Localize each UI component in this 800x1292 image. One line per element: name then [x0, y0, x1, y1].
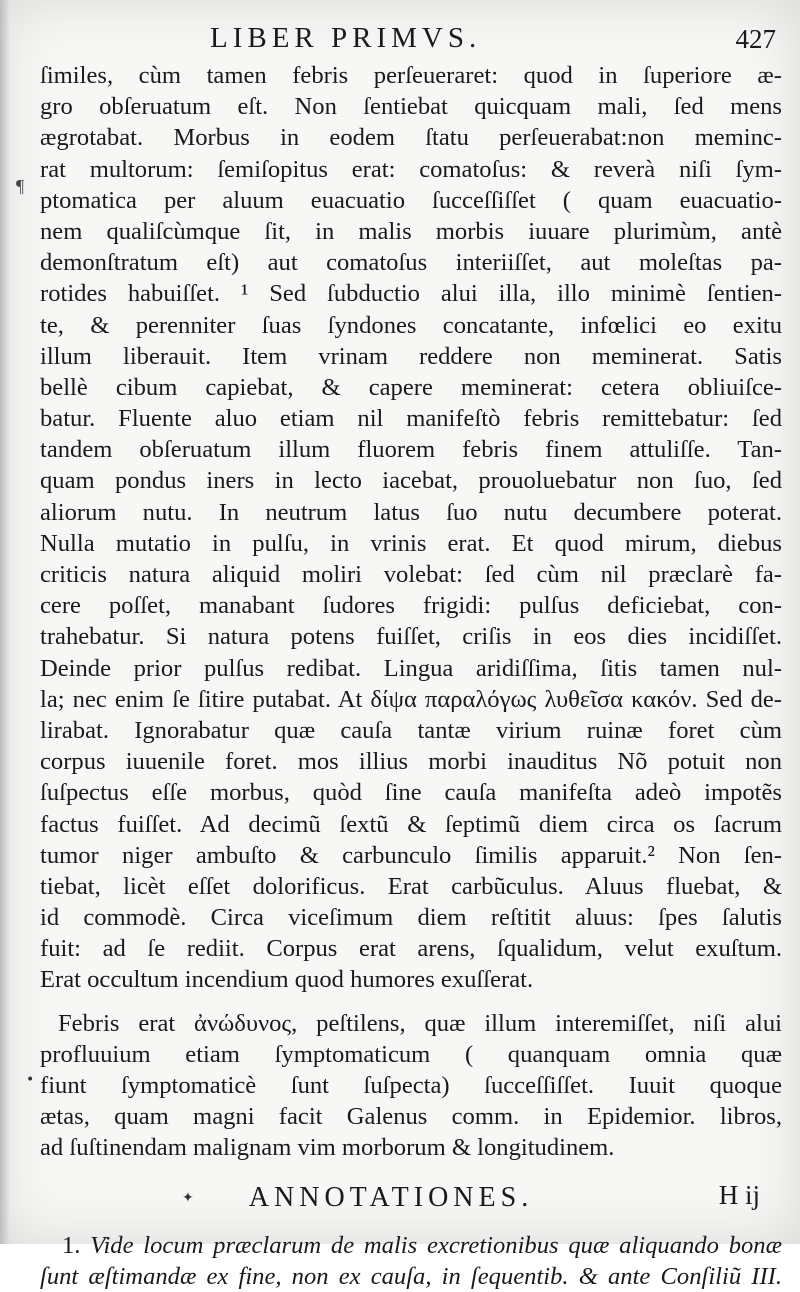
- text-line: profluuium etiam ſymptomaticum ( quanquam omnia quæ: [40, 1040, 782, 1068]
- text-line: batur. Fluente aluo etiam nil manifeſtò febris remittebatur: ſed: [40, 405, 782, 433]
- note-number: 1.: [62, 1231, 81, 1259]
- text-line: ætas, quam magni facit Galenus comm. in Epidemior. libros,: [40, 1103, 782, 1131]
- annotations-heading: ANNOTATIONES.: [248, 1181, 534, 1213]
- text-line: rat multorum: ſemiſopitus erat: comatoſus: & reverà niſi ſym-: [40, 155, 782, 183]
- note-text: Vide locum præclarum de malis excretionibus quæ aliquando bonæ: [90, 1231, 782, 1259]
- page-gutter-shadow: [0, 0, 10, 1244]
- text-line: ſuſpectus eſſe morbus, quòd ſine cauſa manifeſta adeò impotẽs: [40, 779, 782, 807]
- text-line: Febris erat ἀνώδυνος, peſtilens, quæ illum interemiſſet, niſi alui: [58, 1009, 782, 1037]
- text-line: tumor niger ambuſto & carbunculo ſimilis apparuit.² Non ſen-: [40, 841, 782, 869]
- page-header: [40, 18, 782, 58]
- text-line: ægrotabat. Morbus in eodem ſtatu perſeuerabat:non meminc-: [40, 124, 782, 152]
- margin-mark: ¶: [16, 176, 25, 196]
- bottom-ornament: ✦: [182, 1190, 194, 1206]
- running-head: LIBER PRIMVS.: [210, 22, 482, 54]
- text-line: lirabat. Ignorabatur quæ cauſa tantæ virium ruinæ foret cùm: [40, 716, 782, 744]
- note-line: [40, 1230, 782, 1261]
- text-line: trahebatur. Si natura potens fuiſſet, criſis in eos dies incidiſſet.: [40, 623, 782, 651]
- text-line: corpus iuuenile foret. mos illius morbi inauditus Nõ potuit non: [40, 748, 782, 776]
- text-line: la; nec enim ſe ſitire putabat. At δίψα παραλόγως λυθεῖσα κακόν. Sed de-: [40, 685, 782, 713]
- page-number: 427: [735, 24, 776, 54]
- signature-mark: H ij: [718, 1180, 760, 1210]
- text-line: cere poſſet, manabant ſudores frigidi: pulſus deficiebat, con-: [40, 592, 782, 620]
- note-line: ſunt æſtimandæ ex fine, non ex cauſa, in ſequentib. & ante Conſiliũ III.: [40, 1262, 782, 1290]
- text-line: Nulla mutatio in pulſu, in vrinis erat. Et quod mirum, diebus: [40, 529, 782, 557]
- text-line: nem qualiſcùmque ſit, in malis morbis iuuare plurimùm, antè: [40, 217, 782, 245]
- text-line: demonſtratum eſt) aut comatoſus interiiſſet, aut moleſtas pa-: [40, 249, 782, 277]
- text-line: Deinde prior pulſus redibat. Lingua aridiſſima, ſitis tamen nul-: [40, 654, 782, 682]
- text-line: ad ſuſtinendam malignam vim morborum & longitudinem.: [40, 1134, 615, 1162]
- text-line: criticis natura aliquid moliri volebat: ſed cùm nil præclarè fa-: [40, 561, 782, 588]
- text-line: fiunt ſymptomaticè ſunt ſuſpecta) ſucceſſiſſet. Iuuit quoque: [40, 1072, 782, 1099]
- annotation-note-1: [40, 1230, 782, 1292]
- text-line: tandem obſeruatum illum fluorem febris finem attuliſſe. Tan-: [40, 436, 782, 464]
- text-line: te, & perenniter ſuas ſyndones concatante, infœlici eo exitu: [40, 311, 782, 339]
- text-line: illum liberauit. Item vrinam reddere non meminerat. Satis: [40, 342, 782, 370]
- text-line: factus fuiſſet. Ad decimũ ſextũ & ſeptimũ diem circa os ſacrum: [40, 810, 782, 838]
- text-line: id commodè. Circa viceſimum diem reſtitit aluus: ſpes ſalutis: [40, 904, 782, 932]
- text-line: tiebat, licèt eſſet dolorificus. Erat carbũculus. Aluus fluebat, &: [40, 872, 782, 900]
- text-line: quam pondus iners in lecto iacebat, prouoluebatur non ſuo, ſed: [40, 467, 782, 495]
- paragraph-2: [40, 1008, 782, 1164]
- text-line: ptomatica per aluum euacuatio ſucceſſiſſet ( quam euacuatio-: [40, 186, 782, 214]
- dot-ornament: •: [26, 1072, 35, 1088]
- paragraph-1: [40, 60, 782, 996]
- text-line: ſimiles, cùm tamen febris perſeueraret: quod in ſuperiore æ-: [40, 62, 782, 89]
- text-line: Erat occultum incendium quod humores exuſſerat.: [40, 966, 534, 994]
- main-text-block: [40, 60, 782, 1292]
- text-line: bellè cibum capiebat, & capere meminerat: cetera obliuiſce-: [40, 373, 782, 401]
- text-line: fuit: ad ſe rediit. Corpus erat arens, ſqualidum, velut exuſtum.: [40, 935, 782, 963]
- text-line: gro obſeruatum eſt. Non ſentiebat quicquam mali, ſed mens: [40, 93, 782, 121]
- text-line: rotides habuiſſet. ¹ Sed ſubductio alui illa, illo minimè ſentien-: [40, 280, 782, 308]
- text-line: aliorum nutu. In neutrum latus ſuo nutu decumbere poterat.: [40, 498, 782, 526]
